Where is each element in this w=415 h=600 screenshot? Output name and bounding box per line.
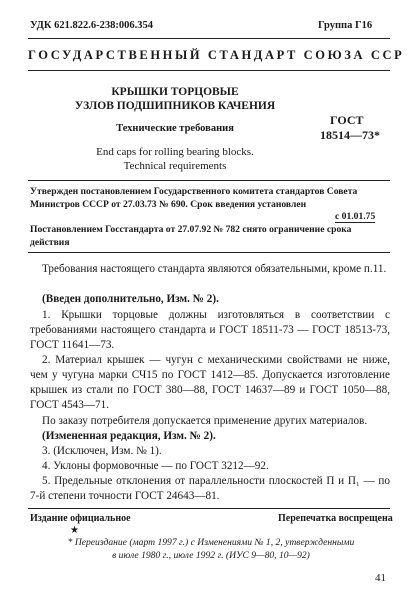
english-title-line1: End caps for rolling bearing blocks.	[96, 146, 254, 158]
body-paragraph-1: 1. Крышки торцовые должны изготовляться в соответствии с требованиями настоящего стандарта и ГОСТ 18511-73 — ГОСТ 18513-73, ГОСТ 11641—73.	[30, 309, 390, 351]
star-icon: ★	[70, 525, 79, 536]
footer-rule	[28, 508, 390, 509]
approval-line4: действия	[30, 237, 70, 248]
body-paragraph-4: 4. Уклоны формовочные — по ГОСТ 3212—92.	[42, 460, 269, 472]
english-title-line2: Technical requirements	[123, 160, 227, 172]
header-rule	[28, 38, 390, 39]
gost-number: 18514—73*	[320, 128, 380, 142]
body-paragraph-5: 5. Предельные отклонения от параллельности плоскостей П и П₁ — по 7-й степени точности ГОСТ 24643—81.	[30, 475, 390, 502]
body-paragraph-2: 2. Материал крышек — чугун с механическими свойствами не ниже, чем у чугуна марки СЧ15 по ГОСТ 1412—85. Допускается изготовление крышек из стали по ГОСТ 380—88, ГОСТ 14637—89 и ГОСТ 1050—88, ГОСТ 4543—71.	[30, 354, 390, 411]
approval-line3: Постановлением Госстандарта от 27.07.92 № 782 снято ограничение срока	[30, 224, 352, 235]
doc-title-line2: УЗЛОВ ПОДШИПНИКОВ КАЧЕНИЯ	[74, 100, 276, 112]
body-note-revised: (Измененная редакция, Изм. № 2).	[42, 430, 216, 442]
body-paragraph-intro: Требования настоящего стандарта являются обязательными, кроме п.11.	[42, 263, 387, 275]
official-edition: Издание официальное	[30, 513, 131, 524]
reissue-note-line2: в июле 1980 г., июле 1992 г. (ИУС 9—80, 10—92)	[112, 550, 310, 561]
title-rule-bottom	[28, 180, 390, 181]
body-paragraph-materials: По заказу потребителя допускается применение других материалов.	[42, 415, 368, 427]
page-number: 41	[375, 572, 386, 584]
reissue-note-line1: * Переиздание (март 1997 г.) с Изменениями № 1, 2, утвержденными	[67, 537, 355, 548]
body-paragraph-3: 3. (Исключен, Изм. № 1).	[42, 445, 162, 457]
gost-label: ГОСТ	[330, 113, 364, 127]
group-code: Группа Г16	[318, 20, 373, 31]
title-rule-top	[28, 70, 390, 71]
standard-title: ГОСУДАРСТВЕННЫЙ СТАНДАРТ СОЮЗА ССР	[28, 48, 405, 62]
doc-title-line1: КРЫШКИ ТОРЦОВЫЕ	[111, 86, 239, 98]
approval-line1: Утвержден постановлением Государственного комитета стандартов Совета	[30, 186, 358, 197]
approval-line2: Министров СССР от 27.03.73 № 690. Срок введения установлен	[30, 199, 307, 210]
body-note-added: (Введен дополнительно, Изм. № 2).	[42, 293, 219, 305]
reprint-prohibited: Перепечатка воспрещена	[278, 513, 393, 524]
doc-subtitle: Технические требования	[116, 123, 234, 134]
effective-date: с 01.01.75	[335, 211, 376, 222]
udk-code: УДК 621.822.6-238:006.354	[30, 20, 153, 31]
approval-rule	[28, 252, 390, 253]
